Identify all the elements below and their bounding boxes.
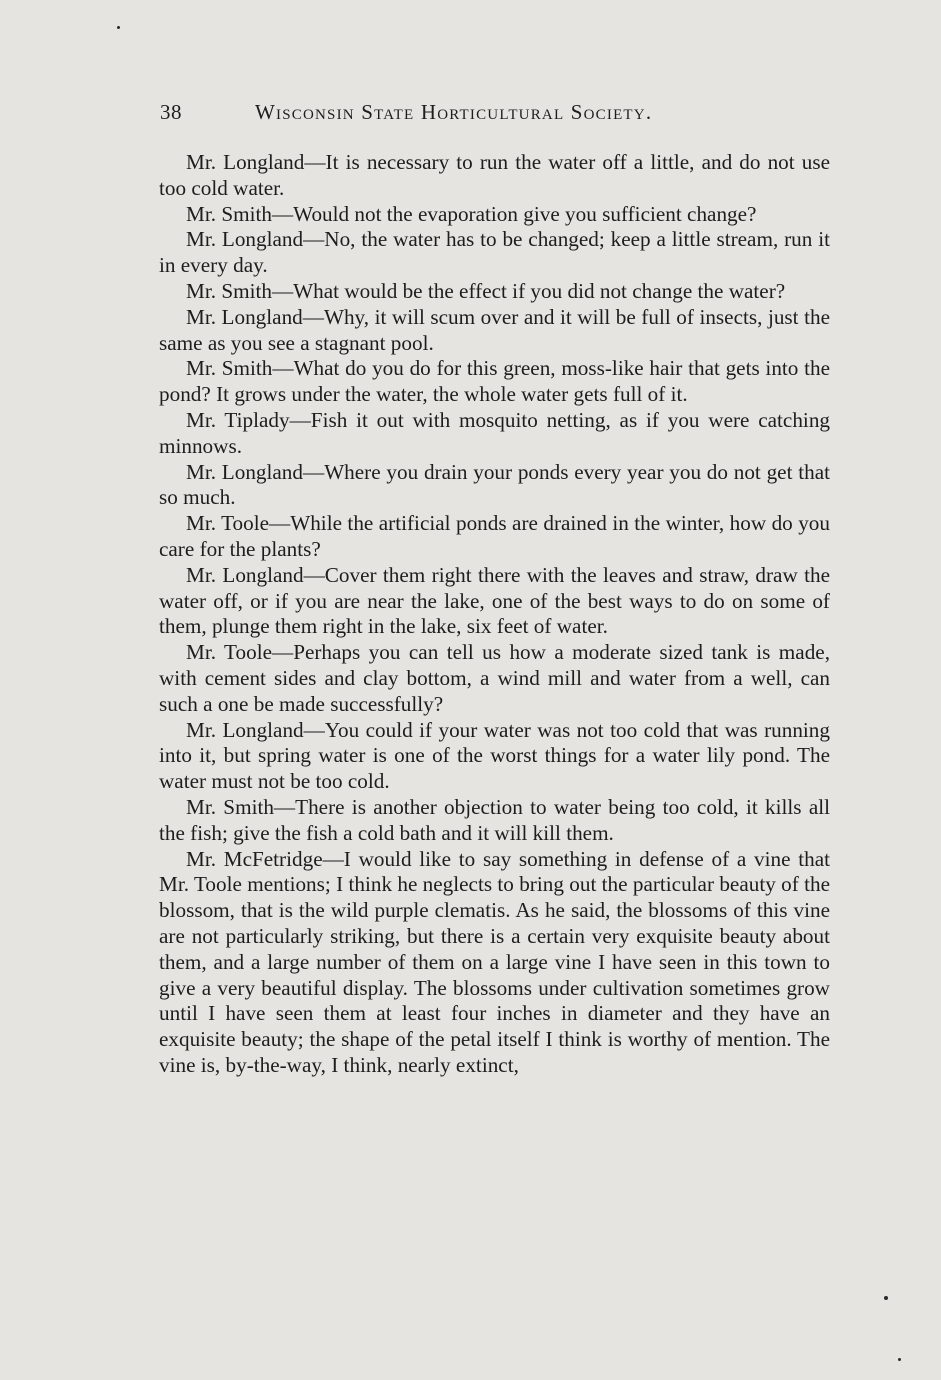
page-number: 38: [160, 100, 182, 124]
paragraph-text: What would be the effect if you did not change the water?: [293, 278, 786, 303]
paragraph-text: Would not the evaporation give you sufficient change?: [293, 201, 757, 226]
speaker-name: Mr. Longland—: [186, 227, 325, 252]
scan-speck: [884, 1296, 888, 1300]
paragraph-text: What do you do for this green, moss-like hair that gets into the pond? It grows under the water, the whole water gets full of it.: [159, 356, 830, 407]
speaker-name: Mr. Toole—: [186, 511, 291, 536]
speaker-name: Mr. Smith—: [186, 794, 296, 819]
paragraph: [159, 408, 830, 460]
paragraph: [159, 511, 830, 563]
speaker-name: Mr. Longland—: [186, 459, 325, 484]
scan-speck: [117, 26, 120, 29]
paragraph-text: Cover them right there with the leaves and straw, draw the water off, or if you are near the lake, one of the best ways to do on some of them, plunge them right in the lake, six feet of water.: [159, 562, 830, 639]
speaker-name: Mr. Smith—: [186, 201, 294, 226]
paragraph: [159, 150, 830, 202]
speaker-name: Mr. McFetridge—: [186, 846, 344, 871]
body-text: [159, 150, 830, 1079]
paragraph: [159, 563, 830, 640]
paragraph: [159, 795, 830, 847]
running-title: Wisconsin State Horticultural Society.: [255, 100, 653, 124]
paragraph: [159, 202, 830, 228]
paragraph: [159, 305, 830, 357]
speaker-name: Mr. Smith—: [186, 278, 294, 303]
paragraph: [159, 640, 830, 717]
paragraph-text: There is another objection to water being too cold, it kills all the fish; give the fish a cold bath and it will kill them.: [159, 794, 830, 845]
paragraph-text: It is necessary to run the water off a little, and do not use too cold water.: [159, 150, 830, 200]
paragraph: [159, 847, 830, 1079]
page-header: [160, 100, 840, 130]
paragraph-text: You could if your water was not too cold that was running into it, but spring water is one of the worst things for a water lily pond. The water must not be too cold.: [159, 717, 830, 794]
paragraph-text: Why, it will scum over and it will be full of insects, just the same as you see a stagnant pool.: [159, 304, 830, 355]
scan-speck: [898, 1358, 901, 1361]
paragraph-text: I would like to say something in defense of a vine that Mr. Toole mentions; I think he neglects to bring out the particular beauty of the blossom, that is the wild purple clematis. As he said, the blossoms of this vine are not particularly striking, but there is a certain very exquisite beauty about them, and a large number of them on a large vine I have seen in this town to give a very beautiful display. The blossoms under cultivation sometimes grow until I have seen them at least four inches in diameter and they have an exquisite beauty; the shape of the petal itself I think is worthy of mention. The vine is, by-the-way, I think, nearly extinct,: [159, 846, 831, 1077]
paragraph: [159, 279, 830, 305]
paragraph: [159, 227, 830, 279]
paragraph-text: Perhaps you can tell us how a moderate sized tank is made, with cement sides and clay bottom, a wind mill and water from a well, can such a one be made successfully?: [159, 640, 830, 716]
speaker-name: Mr. Smith—: [186, 356, 294, 381]
paragraph: [159, 460, 830, 512]
paragraph-text: Where you drain your ponds every year you do not get that so much.: [159, 459, 831, 510]
paragraph-text: While the artificial ponds are drained in the winter, how do you care for the plants?: [159, 511, 830, 561]
speaker-name: Mr. Longland—: [186, 562, 325, 587]
paragraph-text: Fish it out with mosquito netting, as if you were catching minnows.: [159, 407, 831, 458]
speaker-name: Mr. Toole—: [186, 640, 294, 665]
paragraph: [159, 356, 830, 408]
paragraph: [159, 718, 830, 795]
paragraph-text: No, the water has to be changed; keep a little stream, run it in every day.: [159, 227, 830, 278]
speaker-name: Mr. Tiplady—: [186, 407, 311, 432]
speaker-name: Mr. Longland—: [186, 150, 326, 174]
speaker-name: Mr. Longland—: [186, 304, 324, 329]
speaker-name: Mr. Longland—: [186, 717, 325, 742]
